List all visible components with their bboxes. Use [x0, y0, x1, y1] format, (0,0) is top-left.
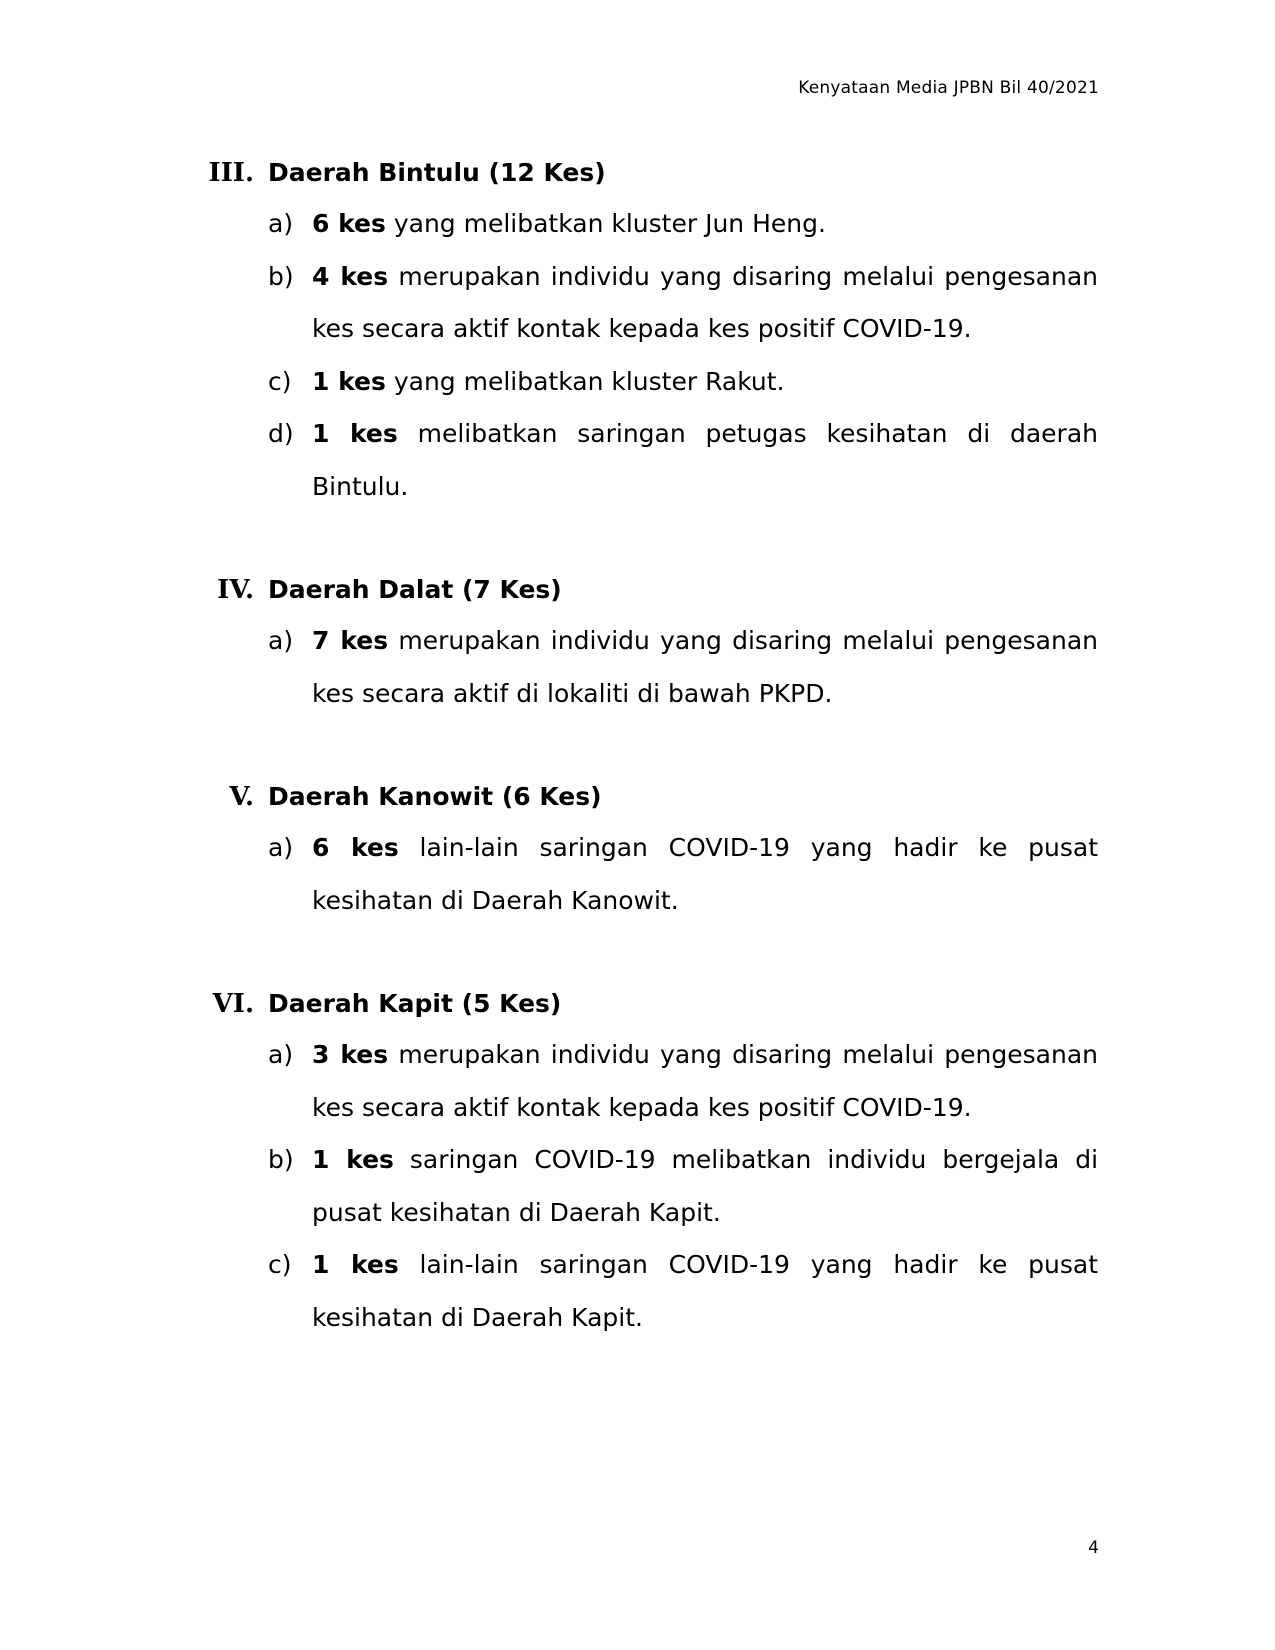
list-item: [268, 1134, 1098, 1239]
item-description: lain-lain saringan COVID-19 yang hadir ke pusat kesihatan di Daerah Kapit.: [312, 1250, 1098, 1332]
section-heading: [0, 979, 1275, 1029]
item-description: lain-lain saringan COVID-19 yang hadir ke pusat kesihatan di Daerah Kanowit.: [312, 833, 1098, 915]
item-marker: d): [268, 419, 294, 448]
item-marker: b): [268, 261, 294, 291]
item-marker: a): [268, 833, 294, 862]
section-kanowit: [0, 772, 1275, 927]
item-text: [312, 822, 1098, 927]
item-marker: a): [268, 209, 294, 238]
item-description: merupakan individu yang disaring melalui pengesanan kes secara aktif kontak kepada kes positif COVID-19.: [312, 1040, 1098, 1122]
item-description: melibatkan saringan petugas kesihatan di daerah Bintulu.: [312, 419, 1099, 501]
item-marker: a): [268, 1040, 294, 1069]
section-spacer: [0, 720, 1275, 772]
case-count: 1 kes: [312, 419, 398, 448]
page-number: 4: [1088, 1538, 1099, 1558]
item-text: [312, 356, 1098, 409]
item-description: saringan COVID-19 melibatkan individu bergejala di pusat kesihatan di Daerah Kapit.: [312, 1145, 1099, 1227]
section-title: Daerah Dalat (7 Kes): [268, 575, 562, 604]
section-title: Daerah Bintulu (12 Kes): [268, 158, 606, 187]
section-spacer: [0, 927, 1275, 979]
item-marker: b): [268, 1145, 294, 1174]
list-item: [268, 251, 1098, 356]
item-description: merupakan individu yang disaring melalui pengesanan kes secara aktif kontak kepada kes positif COVID-19.: [312, 261, 1098, 343]
list-item: [268, 1029, 1098, 1134]
document-reference: Kenyataan Media JPBN Bil 40/2021: [798, 78, 1099, 98]
case-count: 1 kes: [312, 366, 386, 396]
item-text: [312, 198, 1098, 251]
item-text: [312, 1134, 1098, 1239]
case-count: 6 kes: [312, 209, 386, 238]
list-item: [268, 1239, 1098, 1344]
list-item: [268, 822, 1098, 927]
section-heading: [0, 565, 1275, 615]
section-title: Daerah Kapit (5 Kes): [268, 989, 562, 1018]
case-count: 4 kes: [312, 261, 389, 291]
section-spacer: [0, 513, 1275, 565]
section-heading: [0, 148, 1275, 198]
case-count: 3 kes: [312, 1040, 389, 1069]
case-count: 1 kes: [312, 1145, 394, 1174]
item-description: yang melibatkan kluster Rakut.: [393, 366, 785, 396]
section-bintulu: [0, 148, 1275, 513]
document-body: [0, 148, 1275, 1344]
section-dalat: [0, 565, 1275, 720]
section-numeral: III.: [208, 158, 254, 188]
list-item: [268, 615, 1098, 720]
list-item: [268, 408, 1098, 513]
section-title: Daerah Kanowit (6 Kes): [268, 782, 602, 811]
section-kapit: [0, 979, 1275, 1344]
section-numeral: V.: [229, 782, 254, 812]
case-count: 1 kes: [312, 1250, 399, 1279]
item-text: [312, 1239, 1098, 1344]
case-count: 6 kes: [312, 833, 399, 862]
item-text: [312, 251, 1098, 356]
section-numeral: IV.: [217, 575, 254, 605]
item-description: merupakan individu yang disaring melalui pengesanan kes secara aktif di lokaliti di bawah PKPD.: [312, 626, 1098, 708]
item-text: [312, 408, 1098, 513]
list-item: [268, 356, 1098, 409]
item-marker: a): [268, 626, 294, 655]
item-text: [312, 1029, 1098, 1134]
list-item: [268, 198, 1098, 251]
section-numeral: VI.: [212, 989, 254, 1019]
item-marker: c): [268, 366, 292, 396]
item-description: yang melibatkan kluster Jun Heng.: [393, 209, 826, 238]
section-heading: [0, 772, 1275, 822]
item-marker: c): [268, 1250, 292, 1279]
item-text: [312, 615, 1098, 720]
case-count: 7 kes: [312, 626, 389, 655]
